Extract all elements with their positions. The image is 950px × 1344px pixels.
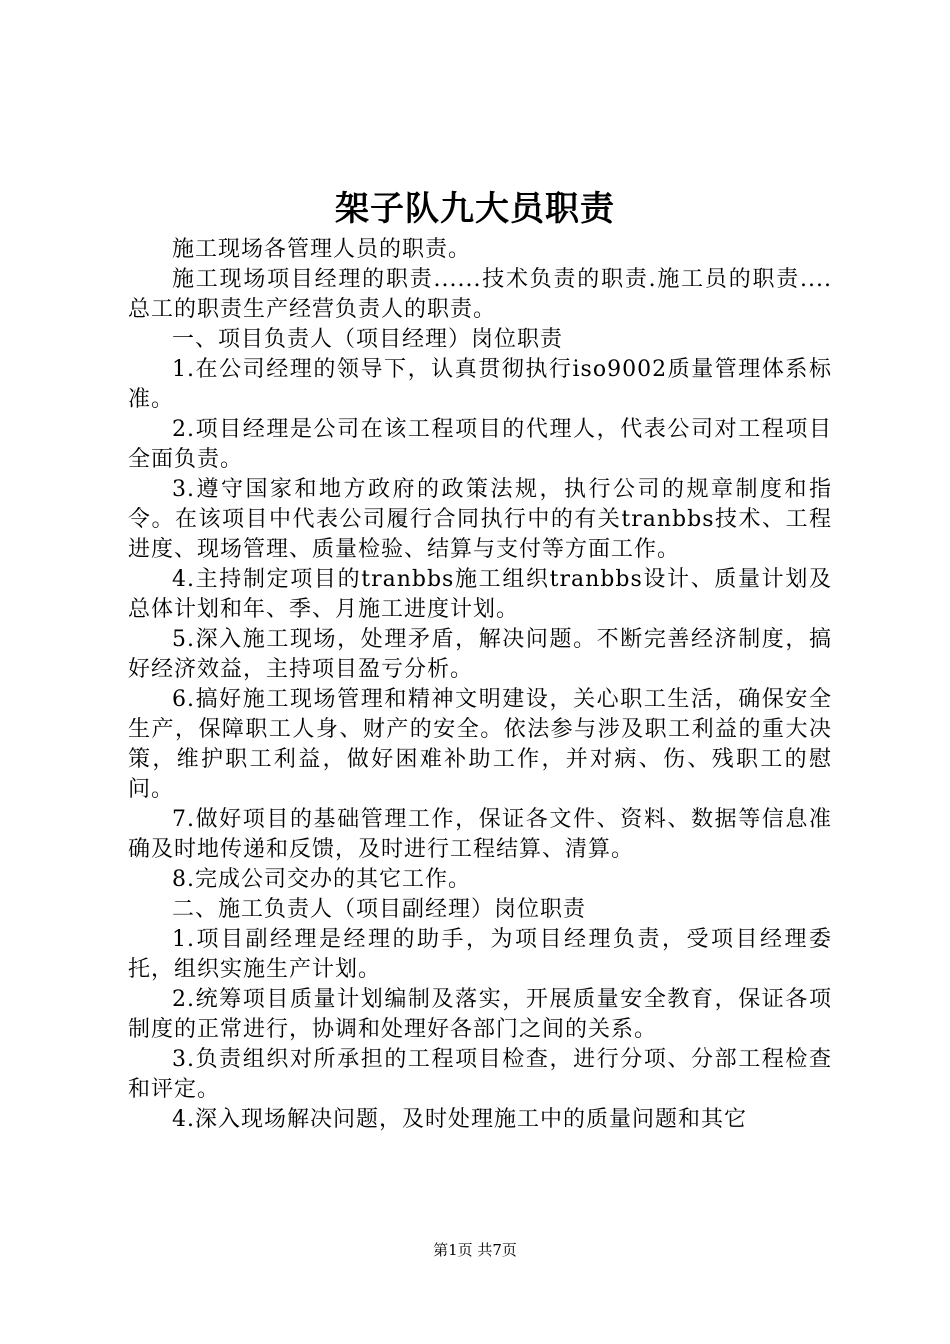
paragraph: 施工现场各管理人员的职责。 [172, 237, 472, 262]
section-heading: 二、施工负责人（项目副经理）岗位职责 [172, 897, 587, 922]
paragraph: 6.搞好施工现场管理和精神文明建设，关心职工生活，确保安全生产，保障职工人身、财产的安全。依法参与涉及职工利益的重大决策，维护职工利益，做好困难补助工作，并对病、伤、残职工的慰问。 [128, 687, 832, 802]
section-heading: 一、项目负责人（项目经理）岗位职责 [172, 327, 564, 352]
document-body [128, 235, 832, 1135]
paragraph: 2.项目经理是公司在该工程项目的代理人，代表公司对工程项目全面负责。 [128, 417, 832, 472]
paragraph: 4.主持制定项目的tranbbs施工组织tranbbs设计、质量计划及总体计划和年、季、月施工进度计划。 [128, 567, 832, 622]
paragraph: 5.深入施工现场，处理矛盾，解决问题。不断完善经济制度，搞好经济效益，主持项目盈亏分析。 [128, 627, 832, 682]
paragraph: 3.负责组织对所承担的工程项目检查，进行分项、分部工程检查和评定。 [128, 1047, 832, 1102]
page-footer: 第1页 共7页 [433, 1241, 517, 1259]
paragraph: 7.做好项目的基础管理工作，保证各文件、资料、数据等信息准确及时地传递和反馈，及时进行工程结算、清算。 [128, 807, 832, 862]
paragraph: 1.项目副经理是经理的助手，为项目经理负责，受项目经理委托，组织实施生产计划。 [128, 927, 832, 982]
paragraph: 施工现场项目经理的职责......技术负责的职责.施工员的职责....总工的职责生产经营负责人的职责。 [128, 267, 832, 322]
paragraph: 3.遵守国家和地方政府的政策法规，执行公司的规章制度和指令。在该项目中代表公司履行合同执行中的有关tranbbs技术、工程进度、现场管理、质量检验、结算与支付等方面工作。 [128, 477, 832, 562]
paragraph: 2.统筹项目质量计划编制及落实，开展质量安全教育，保证各项制度的正常进行，协调和处理好各部门之间的关系。 [128, 987, 832, 1042]
paragraph: 8.完成公司交办的其它工作。 [172, 867, 471, 892]
paragraph: 1.在公司经理的领导下，认真贯彻执行iso9002质量管理体系标准。 [128, 357, 832, 412]
paragraph: 4.深入现场解决问题，及时处理施工中的质量问题和其它 [172, 1107, 747, 1132]
document-title: 架子队九大员职责 [335, 189, 615, 229]
